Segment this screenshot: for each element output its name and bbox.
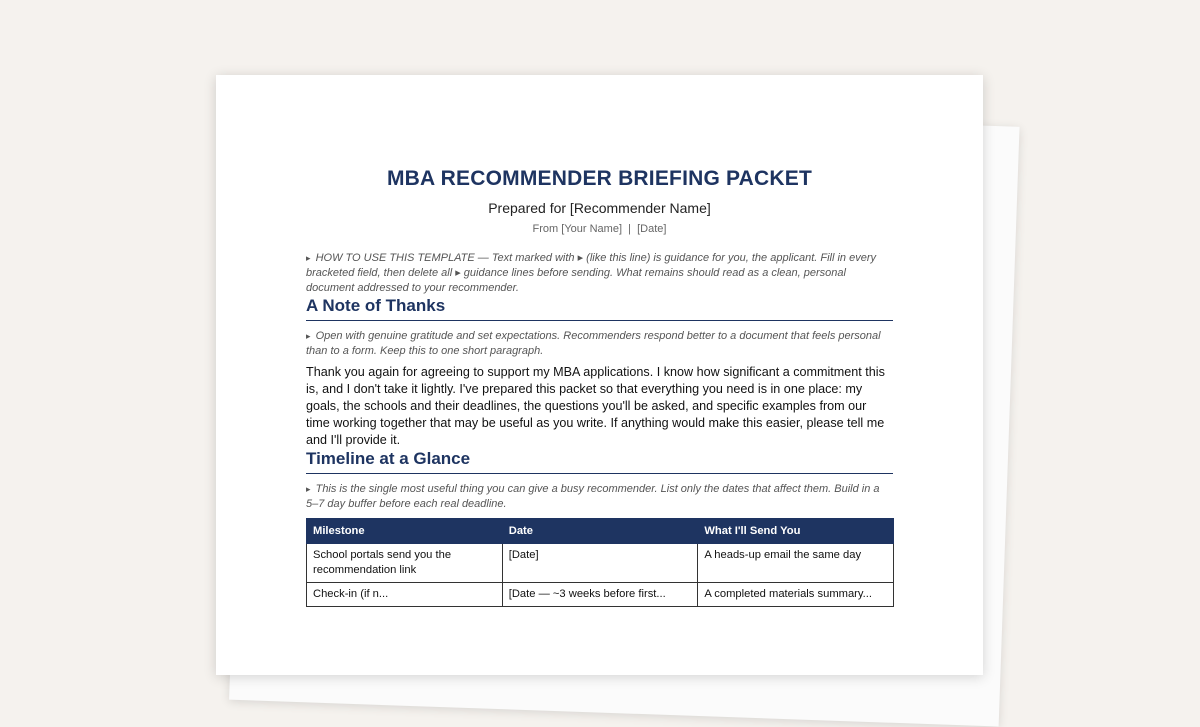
document-content <box>306 167 893 607</box>
thanks-guidance-text: Open with genuine gratitude and set expectations. Recommenders respond better to a document that feels personal than to a form. Keep this to one short paragraph. <box>306 330 881 357</box>
section-heading-thanks: A Note of Thanks <box>306 296 893 321</box>
how-to-text: HOW TO USE THIS TEMPLATE — Text marked with ▸ (like this line) is guidance for you, the applicant. Fill in every bracketed field, then delete all ▸ guidance lines before sending. What remains should read as a clean, personal document addressed to your recommender. <box>306 252 876 294</box>
how-to-guidance <box>306 251 893 296</box>
guidance-arrow-icon: ▸ <box>306 484 311 494</box>
section-heading-timeline: Timeline at a Glance <box>306 449 893 474</box>
table-cell: School portals send you the recommendation link <box>307 544 503 583</box>
table-cell: [Date — ~3 weeks before first... <box>502 583 698 607</box>
column-header-date: Date <box>502 519 698 544</box>
column-header-milestone: Milestone <box>307 519 503 544</box>
table-cell: [Date] <box>502 544 698 583</box>
document-subtitle: Prepared for [Recommender Name] <box>488 200 711 216</box>
table-cell: A completed materials summary... <box>698 583 894 607</box>
table-cell: Check-in (if n... <box>307 583 503 607</box>
table-cell: A heads-up email the same day <box>698 544 894 583</box>
timeline-guidance-text: This is the single most useful thing you can give a busy recommender. List only the dates that affect them. Build in a 5–7 day buffer before each real deadline. <box>306 483 880 510</box>
guidance-arrow-icon: ▸ <box>306 253 311 263</box>
document-title: MBA RECOMMENDER BRIEFING PACKET <box>386 167 813 190</box>
guidance-arrow-icon: ▸ <box>306 331 311 341</box>
table-row <box>307 583 894 607</box>
document-page <box>216 75 983 675</box>
table-header-row <box>307 519 894 544</box>
column-header-deliverable: What I'll Send You <box>698 519 894 544</box>
timeline-table <box>306 518 894 607</box>
table-row <box>307 544 894 583</box>
from-line: From [Your Name] | [Date] <box>532 223 667 235</box>
thanks-guidance <box>306 329 893 359</box>
timeline-guidance <box>306 482 893 512</box>
thanks-body-paragraph: Thank you again for agreeing to support my MBA applications. I know how significant a commitment this is, and I don't take it lightly. I've prepared this packet so that everything you need is in one place: my goals, the schools and their deadlines, the questions you'll be asked, and specific examples from our time working together that may be useful as you write. If anything would make this easier, please tell me and I'll provide it. <box>306 365 885 447</box>
